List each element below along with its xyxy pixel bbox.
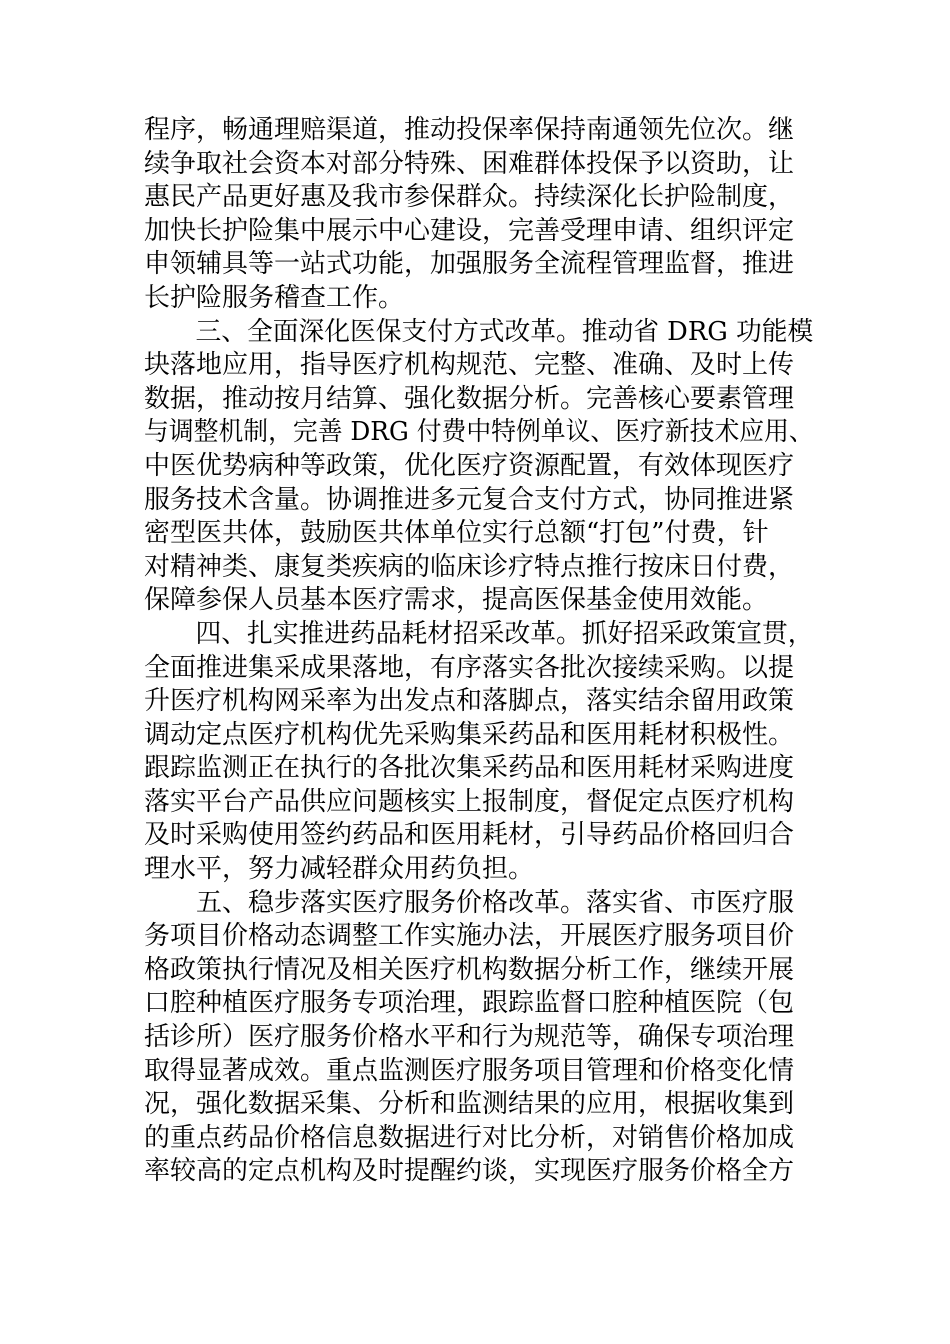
text-line: 落实平台产品供应问题核实上报制度，督促定点医疗机构 (144, 786, 795, 817)
paragraph-start-line: 三、全面深化医保支付方式改革。推动省 DRG 功能模 (195, 316, 814, 347)
text-line: 服务技术含量。协调推进多元复合支付方式，协同推进紧 (144, 484, 795, 515)
paragraph-start-line: 四、扎实推进药品耗材招采改革。抓好招采政策宣贯， (195, 618, 814, 649)
text-line: 括诊所）医疗服务价格水平和行为规范等，确保专项治理 (144, 1022, 795, 1053)
body-text (144, 114, 814, 1189)
text-line: 理水平，努力减轻群众用药负担。 (144, 854, 535, 885)
text-line: 加快长护险集中展示中心建设，完善受理申请、组织评定 (144, 215, 795, 246)
text-line: 与调整机制，完善 DRG 付费中特例单议、医疗新技术应用、 (144, 417, 814, 448)
text-line: 长护险服务稽查工作。 (144, 282, 405, 313)
text-line: 及时采购使用签约药品和医用耗材，引导药品价格回归合 (144, 820, 795, 851)
text-line: 数据，推动按月结算、强化数据分析。完善核心要素管理 (144, 383, 795, 414)
paragraph-start-line: 五、稳步落实医疗服务价格改革。落实省、市医疗服 (196, 887, 795, 918)
text-line: 口腔种植医疗服务专项治理，跟踪监督口腔种植医院（包 (144, 988, 795, 1019)
text-line: 升医疗机构网采率为出发点和落脚点，落实结余留用政策 (144, 686, 795, 717)
text-line: 的重点药品价格信息数据进行对比分析，对销售价格加成 (144, 1122, 795, 1153)
text-line: 跟踪监测正在执行的各批次集采药品和医用耗材采购进度 (144, 753, 795, 784)
text-line: 密型医共体，鼓励医共体单位实行总额“打包”付费，针 (144, 518, 769, 549)
text-line: 中医优势病种等政策，优化医疗资源配置，有效体现医疗 (144, 450, 795, 481)
text-line: 况，强化数据采集、分析和监测结果的应用，根据收集到 (144, 1089, 795, 1120)
text-line: 保障参保人员基本医疗需求，提高医保基金使用效能。 (144, 585, 769, 616)
text-line: 格政策执行情况及相关医疗机构数据分析工作，继续开展 (144, 954, 795, 985)
text-line: 务项目价格动态调整工作实施办法，开展医疗服务项目价 (144, 921, 795, 952)
text-line: 全面推进集采成果落地，有序落实各批次接续采购。以提 (144, 652, 795, 683)
text-line: 惠民产品更好惠及我市参保群众。持续深化长护险制度， (144, 182, 795, 213)
text-line: 申领辅具等一站式功能，加强服务全流程管理监督，推进 (144, 249, 795, 280)
text-line: 对精神类、康复类疾病的临床诊疗特点推行按床日付费， (144, 551, 795, 582)
text-line: 调动定点医疗机构优先采购集采药品和医用耗材积极性。 (144, 719, 795, 750)
text-line: 块落地应用，指导医疗机构规范、完整、准确、及时上传 (144, 350, 795, 381)
text-line: 续争取社会资本对部分特殊、困难群体投保予以资助，让 (144, 148, 795, 179)
text-line: 率较高的定点机构及时提醒约谈，实现医疗服务价格全方 (144, 1156, 795, 1187)
text-line: 程序，畅通理赔渠道，推动投保率保持南通领先位次。继 (144, 115, 795, 145)
text-line: 取得显著成效。重点监测医疗服务项目管理和价格变化情 (144, 1055, 795, 1086)
